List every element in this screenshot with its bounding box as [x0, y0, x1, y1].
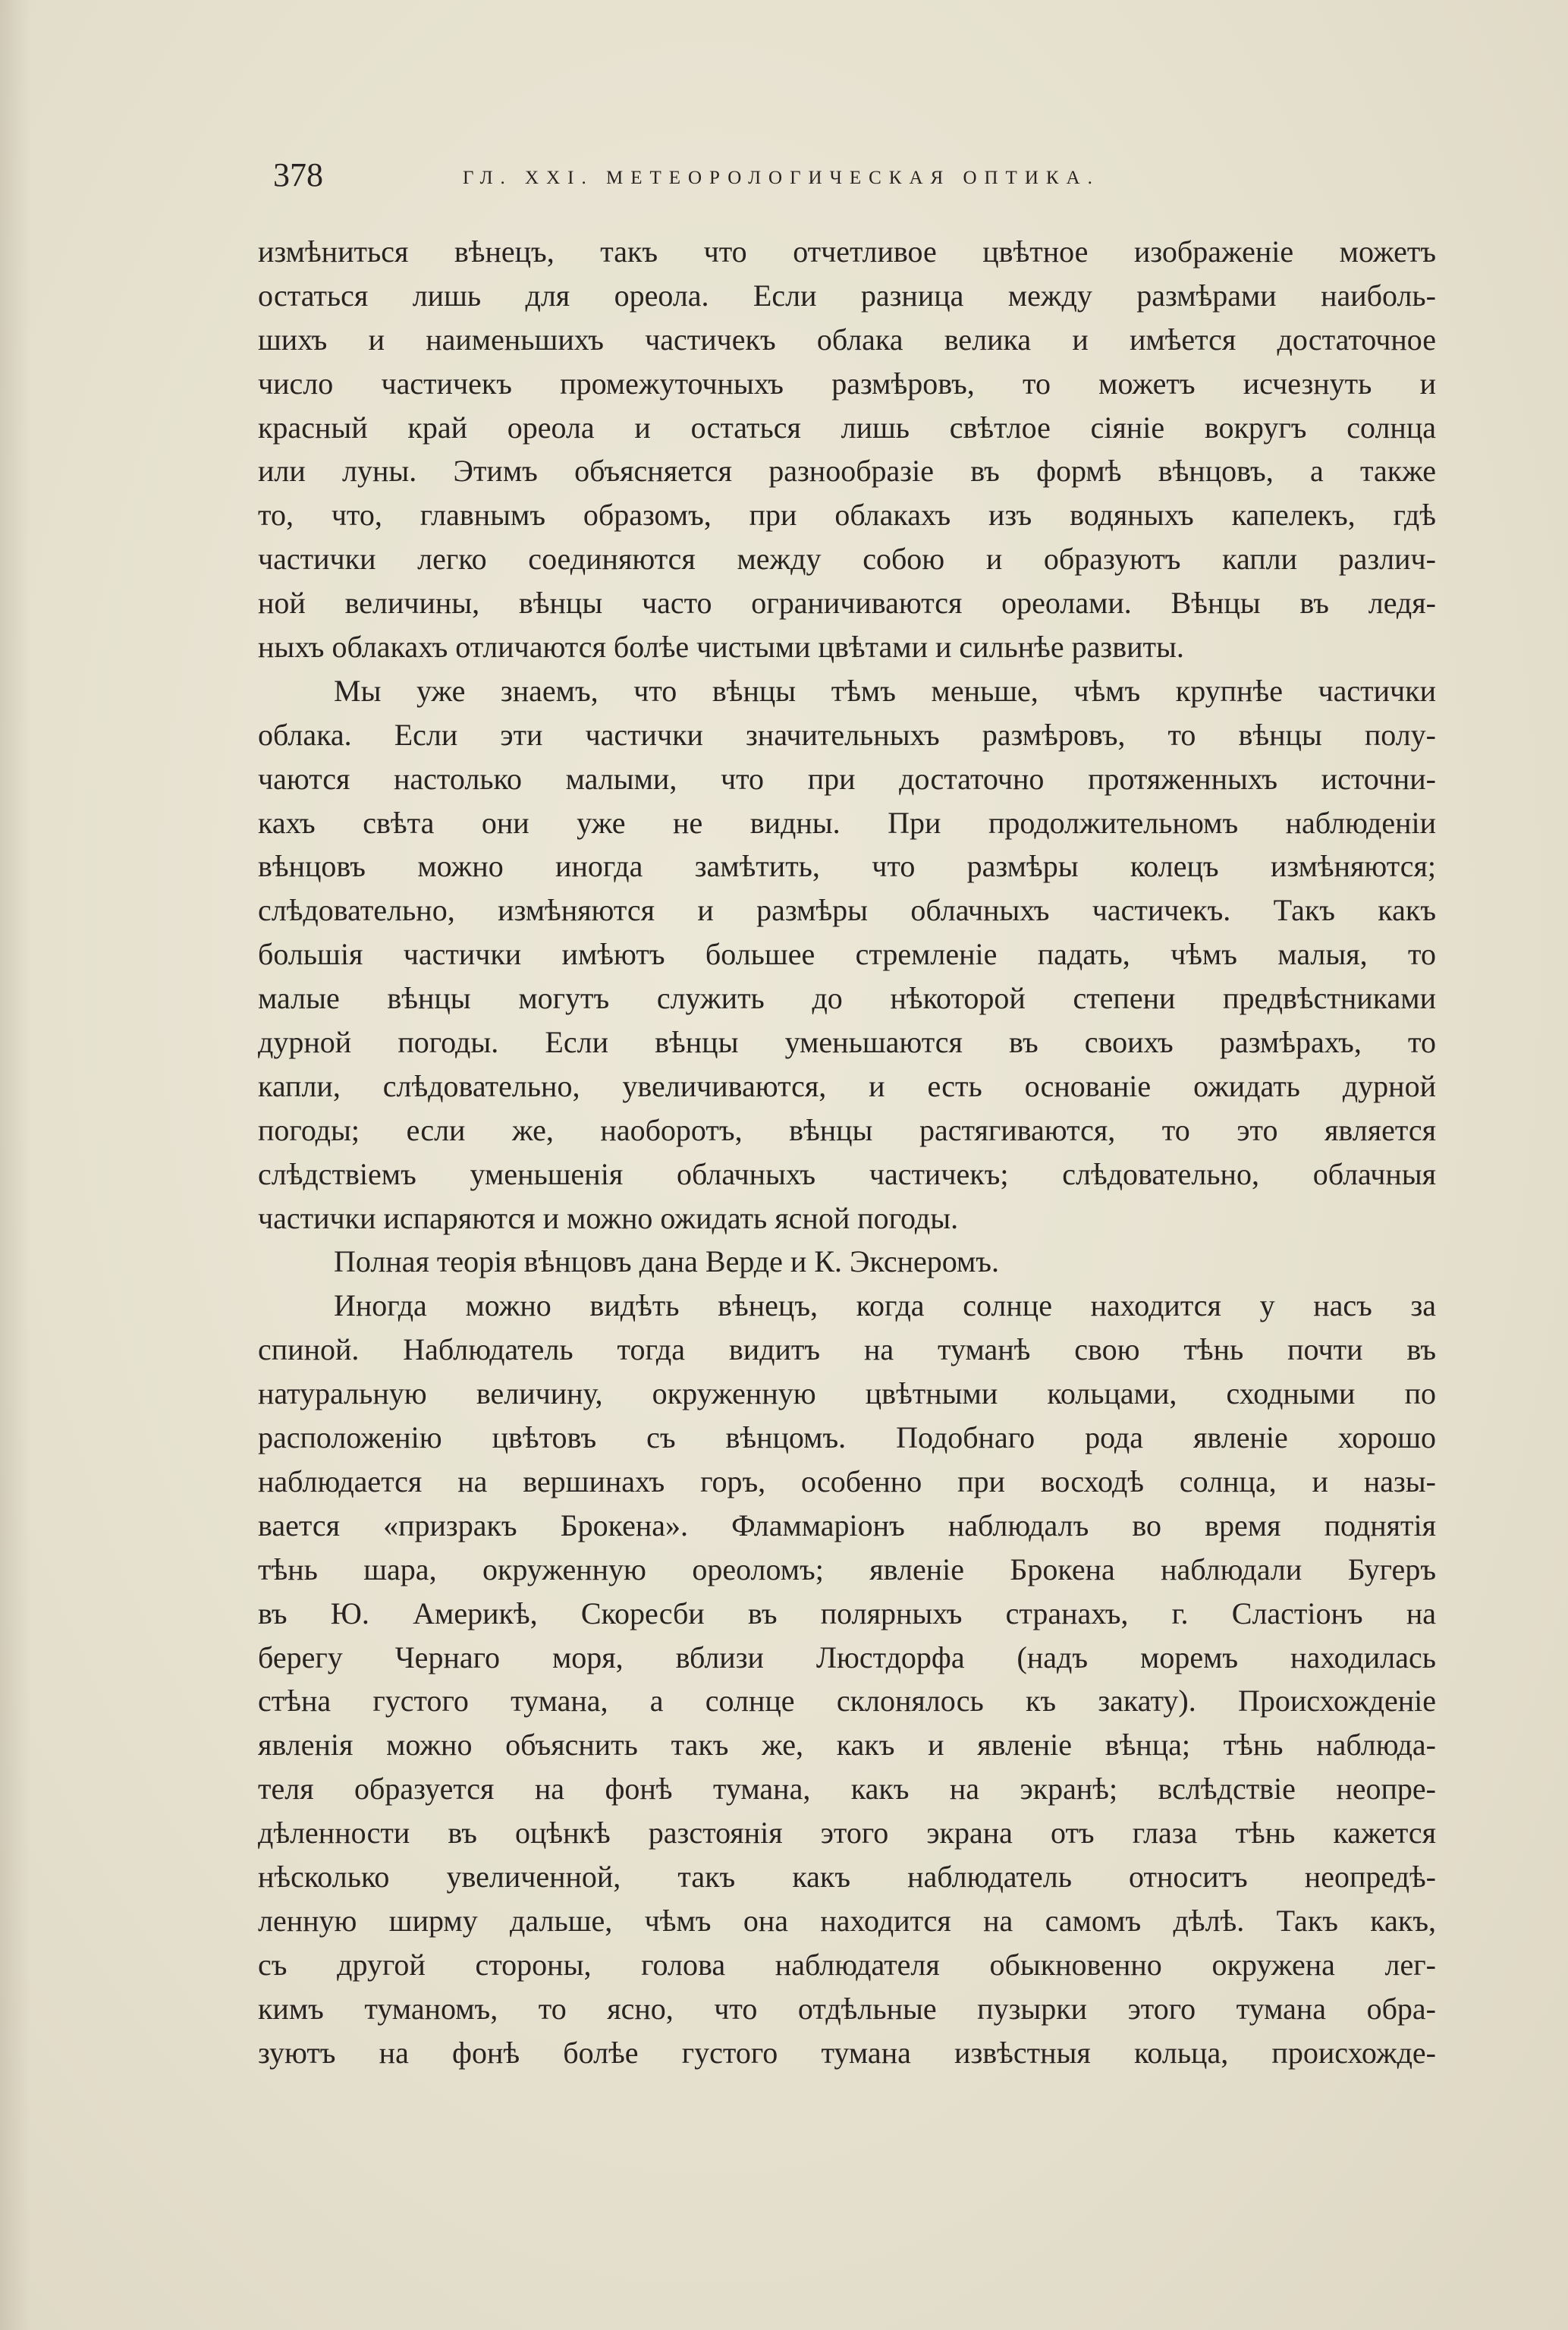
text-line: частички испаряются и можно ожидать ясной погоды.: [258, 1200, 959, 1235]
text-line: явленiя можно объяснить такъ же, какъ и явленiе вѣнца; тѣнь наблюда-: [258, 1728, 1436, 1762]
text-line: зуютъ на фонѣ болѣе густого тумана извѣстныя кольца, происхожде-: [258, 2035, 1436, 2070]
text-line: дурной погоды. Если вѣнцы уменьшаются въ своихъ размѣрахъ, то: [258, 1025, 1436, 1060]
text-line: или луны. Этимъ объясняется разнообразiе въ формѣ вѣнцовъ, а также: [258, 454, 1436, 489]
text-line: берегу Чернаго моря, вблизи Люстдорфа (надъ моремъ находилась: [258, 1640, 1436, 1674]
text-line: измѣниться вѣнецъ, такъ что отчетливое цвѣтное изображенiе можетъ: [258, 234, 1436, 269]
text-line: число частичекъ промежуточныхъ размѣровъ, то можетъ исчезнуть и: [258, 366, 1436, 401]
text-line: облака. Если эти частички значительныхъ размѣровъ, то вѣнцы полу-: [258, 717, 1436, 752]
text-line: ленную ширму дальше, чѣмъ она находится на самомъ дѣлѣ. Такъ какъ,: [258, 1903, 1436, 1938]
text-line: расположенiю цвѣтовъ съ вѣнцомъ. Подобнаго рода явленiе хорошо: [258, 1420, 1436, 1455]
text-line: дѣленности въ оцѣнкѣ разстоянiя этого экрана отъ глаза тѣнь кажется: [258, 1816, 1436, 1850]
page-edge-shadow: [0, 0, 30, 2330]
text-line: ной величины, вѣнцы часто ограничиваются ореолами. Вѣнцы въ ледя-: [258, 586, 1436, 621]
text-line: натуральную величину, окруженную цвѣтными кольцами, сходными по: [258, 1376, 1436, 1411]
text-line: погоды; если же, наоборотъ, вѣнцы растягиваются, то это является: [258, 1112, 1436, 1147]
running-head: [273, 156, 1438, 209]
text-line: частички легко соединяются между собою и образуютъ капли различ-: [258, 542, 1436, 577]
text-line: слѣдствiемъ уменьшенiя облачныхъ частичекъ; слѣдовательно, облачныя: [258, 1156, 1436, 1191]
text-line: Мы уже знаемъ, что вѣнцы тѣмъ меньше, чѣмъ крупнѣе частички: [334, 673, 1436, 708]
text-line: съ другой стороны, голова наблюдателя обыкновенно окружена лег-: [258, 1947, 1436, 1982]
chapter-title: ГЛ. XXI. МЕТЕОРОЛОГИЧЕСКАЯ ОПТИКА.: [463, 168, 1100, 188]
text-line: кимъ туманомъ, то ясно, что отдѣльные пузырки этого тумана обра-: [258, 1991, 1436, 2026]
text-line: тѣнь шара, окруженную ореоломъ; явленiе Брокена наблюдали Бугеръ: [258, 1552, 1436, 1586]
text-line: красный край ореола и остаться лишь свѣтлое сiянiе вокругъ солнца: [258, 410, 1436, 445]
text-line: малые вѣнцы могутъ служить до нѣкоторой степени предвѣстниками: [258, 981, 1436, 1016]
text-line: ныхъ облакахъ отличаются болѣе чистыми цвѣтами и сильнѣе развиты.: [258, 630, 1184, 665]
text-line: спиной. Наблюдатель тогда видитъ на туманѣ свою тѣнь почти въ: [258, 1332, 1436, 1367]
text-line: въ Ю. Америкѣ, Скоресби въ полярныхъ странахъ, г. Сластiонъ на: [258, 1596, 1436, 1630]
text-line: Иногда можно видѣть вѣнецъ, когда солнце находится у насъ за: [334, 1288, 1436, 1323]
text-line: теля образуется на фонѣ тумана, какъ на экранѣ; вслѣдствiе неопре-: [258, 1772, 1436, 1806]
text-line: наблюдается на вершинахъ горъ, особенно при восходѣ солнца, и назы-: [258, 1464, 1436, 1498]
text-line: нѣсколько увеличенной, такъ какъ наблюдатель относитъ неопредѣ-: [258, 1859, 1436, 1894]
text-line: шихъ и наименьшихъ частичекъ облака велика и имѣется достаточное: [258, 322, 1436, 357]
text-line: вѣнцовъ можно иногда замѣтить, что размѣры колецъ измѣняются;: [258, 849, 1436, 884]
text-line: капли, слѣдовательно, увеличиваются, и есть основанiе ожидать дурной: [258, 1068, 1436, 1103]
text-line: стѣна густого тумана, а солнце склонялось къ закату). Происхожденiе: [258, 1684, 1436, 1718]
text-line: остаться лишь для ореола. Если разница между размѣрами наиболь-: [258, 278, 1436, 313]
body-text: [258, 230, 1436, 2074]
text-line: вается «призракъ Брокена». Фламмарiонъ наблюдалъ во время поднятiя: [258, 1508, 1436, 1542]
text-line: чаются настолько малыми, что при достаточно протяженныхъ источни-: [258, 761, 1436, 796]
page-number: 378: [273, 156, 323, 193]
text-line: слѣдовательно, измѣняются и размѣры облачныхъ частичекъ. Такъ какъ: [258, 893, 1436, 928]
text-line: кахъ свѣта они уже не видны. При продолжительномъ наблюденiи: [258, 805, 1436, 840]
text-line: то, что, главнымъ образомъ, при облакахъ изъ водяныхъ капелекъ, гдѣ: [258, 498, 1436, 533]
text-line: Полная теорiя вѣнцовъ дана Верде и К. Экснеромъ.: [334, 1244, 999, 1279]
text-line: большiя частички имѣютъ большее стремленiе падать, чѣмъ малыя, то: [258, 937, 1436, 972]
